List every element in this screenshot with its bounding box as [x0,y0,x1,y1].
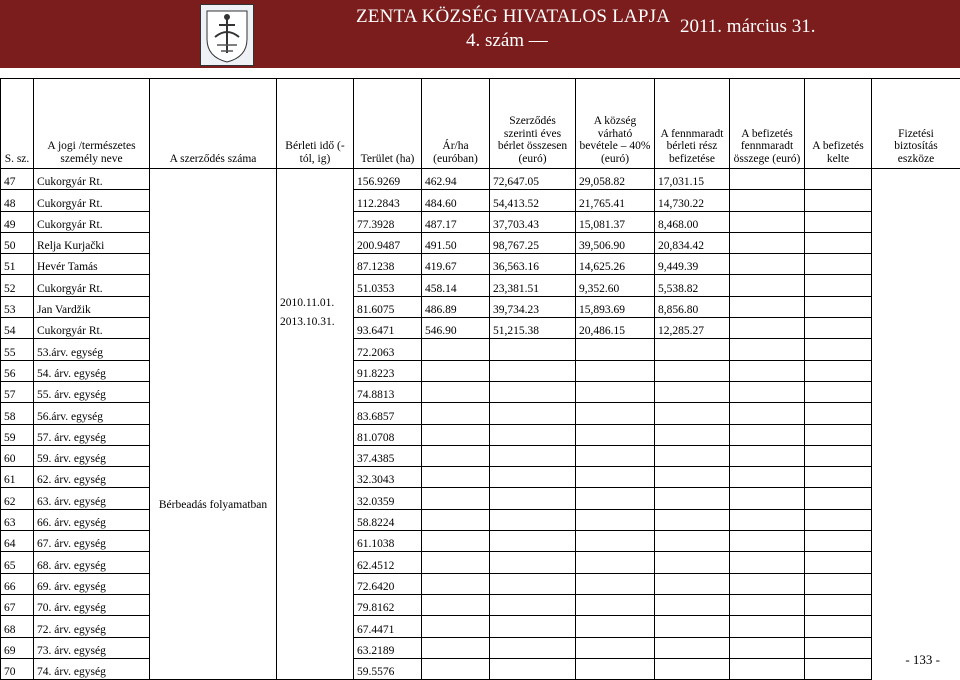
page-number: - 133 - [905,652,940,668]
annual-cell [490,424,576,445]
remaining-cell [655,467,730,488]
revenue-cell [576,339,655,360]
row-number-cell: 60 [1,445,34,466]
price-cell: 462.94 [422,169,490,190]
remaining-cell [655,488,730,509]
row-number-cell: 68 [1,616,34,637]
row-number-cell: 50 [1,232,34,253]
row-number-cell: 64 [1,531,34,552]
name-cell: Cukorgyár Rt. [34,211,150,232]
annual-cell: 98,767.25 [490,232,576,253]
contract-note: Bérbeadás folyamatban [159,499,267,511]
price-cell [422,381,490,402]
row-number-cell: 47 [1,169,34,190]
row-number-cell: 51 [1,254,34,275]
guarantee-cell [805,616,872,637]
price-cell [422,637,490,658]
annual-cell: 36,563.16 [490,254,576,275]
col-header: A befizetés kelte [805,79,872,169]
table-row [1,169,960,190]
remaining-cell [655,594,730,615]
table-row [1,296,960,317]
row-number-cell: 57 [1,381,34,402]
table-header-row [1,79,960,169]
revenue-cell [576,616,655,637]
annual-cell [490,381,576,402]
row-number-cell: 54 [1,318,34,339]
annual-cell [490,360,576,381]
annual-cell [490,467,576,488]
guarantee-cell [805,169,872,190]
revenue-cell: 29,058.82 [576,169,655,190]
price-cell [422,467,490,488]
price-cell [422,488,490,509]
table-row [1,275,960,296]
area-cell: 87.1238 [354,254,422,275]
revenue-cell [576,552,655,573]
payment-date-cell [730,531,805,552]
price-cell: 486.89 [422,296,490,317]
name-cell: Cukorgyár Rt. [34,318,150,339]
guarantee-cell [805,573,872,594]
area-cell: 61.1038 [354,531,422,552]
name-cell: 70. árv. egység [34,594,150,615]
remaining-cell: 17,031.15 [655,169,730,190]
guarantee-cell [805,531,872,552]
guarantee-cell [805,339,872,360]
revenue-cell [576,467,655,488]
table-row [1,190,960,211]
remaining-cell [655,509,730,530]
remaining-cell: 14,730.22 [655,190,730,211]
area-cell: 81.6075 [354,296,422,317]
period-cell [277,169,354,680]
payment-date-cell [730,594,805,615]
payment-date-cell [730,381,805,402]
table-row [1,445,960,466]
name-cell: 69. árv. egység [34,573,150,594]
guarantee-cell [805,637,872,658]
remaining-cell [655,616,730,637]
guarantee-cell [805,296,872,317]
price-cell [422,445,490,466]
remaining-cell [655,424,730,445]
col-header: Terület (ha) [354,79,422,169]
payment-date-cell [730,637,805,658]
contract-cell [150,169,277,680]
annual-cell [490,403,576,424]
annual-cell: 23,381.51 [490,275,576,296]
annual-cell [490,339,576,360]
revenue-cell [576,488,655,509]
row-number-cell: 48 [1,190,34,211]
price-cell: 491.50 [422,232,490,253]
annual-cell: 37,703.43 [490,211,576,232]
col-header: A község várható bevétele – 40% (euró) [576,79,655,169]
price-cell: 546.90 [422,318,490,339]
name-cell: 63. árv. egység [34,488,150,509]
payment-date-cell [730,190,805,211]
payment-date-cell [730,254,805,275]
remaining-cell [655,445,730,466]
annual-cell: 51,215.38 [490,318,576,339]
row-number-cell: 52 [1,275,34,296]
payment-date-cell [730,467,805,488]
revenue-cell [576,637,655,658]
row-number-cell: 56 [1,360,34,381]
name-cell: 54. árv. egység [34,360,150,381]
price-cell: 484.60 [422,190,490,211]
row-number-cell: 67 [1,594,34,615]
table-row [1,232,960,253]
remaining-cell [655,637,730,658]
area-cell: 79.8162 [354,594,422,615]
area-cell: 32.3043 [354,467,422,488]
area-cell: 63.2189 [354,637,422,658]
table-row [1,552,960,573]
table-row [1,509,960,530]
payment-date-cell [730,573,805,594]
guarantee-cell [805,552,872,573]
annual-cell [490,616,576,637]
area-cell: 93.6471 [354,318,422,339]
row-number-cell: 66 [1,573,34,594]
name-cell: 55. árv. egység [34,381,150,402]
payment-date-cell [730,232,805,253]
name-cell: 53.árv. egység [34,339,150,360]
area-cell: 37.4385 [354,445,422,466]
remaining-cell [655,573,730,594]
payment-date-cell [730,445,805,466]
name-cell: Cukorgyár Rt. [34,275,150,296]
remaining-cell: 9,449.39 [655,254,730,275]
remaining-cell [655,531,730,552]
area-cell: 32.0359 [354,488,422,509]
payment-date-cell [730,509,805,530]
page-header [0,0,960,68]
area-cell: 200.9487 [354,232,422,253]
col-header: Szerződés szerinti éves bérlet összesen (euró) [490,79,576,169]
col-header: A befizetés fennmaradt összege (euró) [730,79,805,169]
row-number-cell: 53 [1,296,34,317]
annual-cell [490,573,576,594]
guarantee-cell [805,211,872,232]
name-cell: Cukorgyár Rt. [34,169,150,190]
area-cell: 67.4471 [354,616,422,637]
col-header: S. sz. [1,79,34,169]
table-row [1,254,960,275]
table-row [1,467,960,488]
table-row [1,616,960,637]
remaining-cell [655,381,730,402]
revenue-cell [576,573,655,594]
area-cell: 59.5576 [354,658,422,679]
price-cell [422,616,490,637]
coat-of-arms-icon [200,4,254,66]
row-number-cell: 55 [1,339,34,360]
col-header: Ár/ha (euróban) [422,79,490,169]
name-cell: 66. árv. egység [34,509,150,530]
price-cell [422,531,490,552]
table-row [1,381,960,402]
name-cell: 74. árv. egység [34,658,150,679]
guarantee-cell [805,254,872,275]
price-cell [422,509,490,530]
price-cell [422,339,490,360]
table-row [1,594,960,615]
revenue-cell: 14,625.26 [576,254,655,275]
revenue-cell: 15,893.69 [576,296,655,317]
table-row [1,360,960,381]
area-cell: 72.6420 [354,573,422,594]
annual-cell [490,488,576,509]
area-cell: 112.2843 [354,190,422,211]
payment-date-cell [730,488,805,509]
name-cell: Relja Kurjački [34,232,150,253]
revenue-cell: 9,352.60 [576,275,655,296]
annual-cell: 54,413.52 [490,190,576,211]
price-cell [422,360,490,381]
guarantee-cell [805,190,872,211]
annual-cell [490,445,576,466]
col-header: Fizetési biztosítás eszköze [872,79,960,169]
guarantee-cell [805,360,872,381]
price-cell: 419.67 [422,254,490,275]
revenue-cell [576,360,655,381]
revenue-cell [576,531,655,552]
revenue-cell [576,403,655,424]
row-number-cell: 63 [1,509,34,530]
revenue-cell: 15,081.37 [576,211,655,232]
area-cell: 77.3928 [354,211,422,232]
remaining-cell: 8,856.80 [655,296,730,317]
annual-cell [490,594,576,615]
table-row [1,339,960,360]
annual-cell: 72,647.05 [490,169,576,190]
price-cell [422,552,490,573]
table-row [1,424,960,445]
table-row [1,573,960,594]
remaining-cell [655,403,730,424]
table-row [1,531,960,552]
payment-date-cell [730,211,805,232]
price-cell: 487.17 [422,211,490,232]
payment-date-cell [730,275,805,296]
remaining-cell [655,360,730,381]
remaining-cell: 12,285.27 [655,318,730,339]
guarantee-cell [805,488,872,509]
area-cell: 83.6857 [354,403,422,424]
area-cell: 81.0708 [354,424,422,445]
row-number-cell: 59 [1,424,34,445]
row-number-cell: 65 [1,552,34,573]
guarantee-cell [805,403,872,424]
name-cell: 57. árv. egység [34,424,150,445]
name-cell: Hevér Tamás [34,254,150,275]
name-cell: 72. árv. egység [34,616,150,637]
col-header: A fennmaradt bérleti rész befizetése [655,79,730,169]
guarantee-cell [805,232,872,253]
guarantee-cell [805,424,872,445]
row-number-cell: 70 [1,658,34,679]
revenue-cell: 39,506.90 [576,232,655,253]
col-header: A szerződés száma [150,79,277,169]
payment-date-cell [730,360,805,381]
price-cell [422,594,490,615]
remaining-cell: 8,468.00 [655,211,730,232]
row-number-cell: 58 [1,403,34,424]
row-number-cell: 69 [1,637,34,658]
guarantee-cell [805,594,872,615]
publication-date: 2011. március 31. [680,16,815,38]
row-number-cell: 62 [1,488,34,509]
name-cell: Jan Vardžik [34,296,150,317]
annual-cell: 39,734.23 [490,296,576,317]
revenue-cell: 20,486.15 [576,318,655,339]
name-cell: 62. árv. egység [34,467,150,488]
payment-date-cell [730,318,805,339]
payment-date-cell [730,169,805,190]
name-cell: 56.árv. egység [34,403,150,424]
revenue-cell [576,594,655,615]
revenue-cell [576,445,655,466]
guarantee-cell [805,381,872,402]
payment-date-cell [730,296,805,317]
table-row [1,637,960,658]
revenue-cell [576,509,655,530]
annual-cell [490,509,576,530]
period-to: 2013.10.31. [280,313,350,332]
revenue-cell: 21,765.41 [576,190,655,211]
name-cell: 68. árv. egység [34,552,150,573]
annual-cell [490,531,576,552]
price-cell: 458.14 [422,275,490,296]
table-row [1,488,960,509]
guarantee-cell [805,445,872,466]
price-cell [422,424,490,445]
guarantee-cell [805,509,872,530]
name-cell: 73. árv. egység [34,637,150,658]
table-row [1,403,960,424]
guarantee-cell [805,467,872,488]
revenue-cell [576,381,655,402]
name-cell: Cukorgyár Rt. [34,190,150,211]
area-cell: 72.2063 [354,339,422,360]
row-number-cell: 61 [1,467,34,488]
guarantee-cell [805,318,872,339]
remaining-cell [655,339,730,360]
area-cell: 156.9269 [354,169,422,190]
remaining-cell: 5,538.82 [655,275,730,296]
payment-date-cell [730,424,805,445]
row-number-cell: 49 [1,211,34,232]
area-cell: 58.8224 [354,509,422,530]
table-row [1,211,960,232]
area-cell: 91.8223 [354,360,422,381]
area-cell: 51.0353 [354,275,422,296]
payment-date-cell [730,339,805,360]
price-cell [422,403,490,424]
col-header: Bérleti idő (-tól, ig) [277,79,354,169]
payment-date-cell [730,403,805,424]
payment-date-cell [730,552,805,573]
issue-number: 4. szám — [466,30,548,52]
name-cell: 59. árv. egység [34,445,150,466]
remaining-cell [655,552,730,573]
area-cell: 62.4512 [354,552,422,573]
revenue-cell [576,424,655,445]
payment-date-cell [730,616,805,637]
guarantee-cell [805,275,872,296]
period-from: 2010.11.01. [280,294,350,313]
annual-cell [490,552,576,573]
lease-table [0,78,960,680]
remaining-cell: 20,834.42 [655,232,730,253]
col-header: A jogi /természetes személy neve [34,79,150,169]
name-cell: 67. árv. egység [34,531,150,552]
annual-cell [490,637,576,658]
price-cell [422,573,490,594]
table-row [1,318,960,339]
area-cell: 74.8813 [354,381,422,402]
publication-title: ZENTA KÖZSÉG HIVATALOS LAPJA [356,6,670,28]
